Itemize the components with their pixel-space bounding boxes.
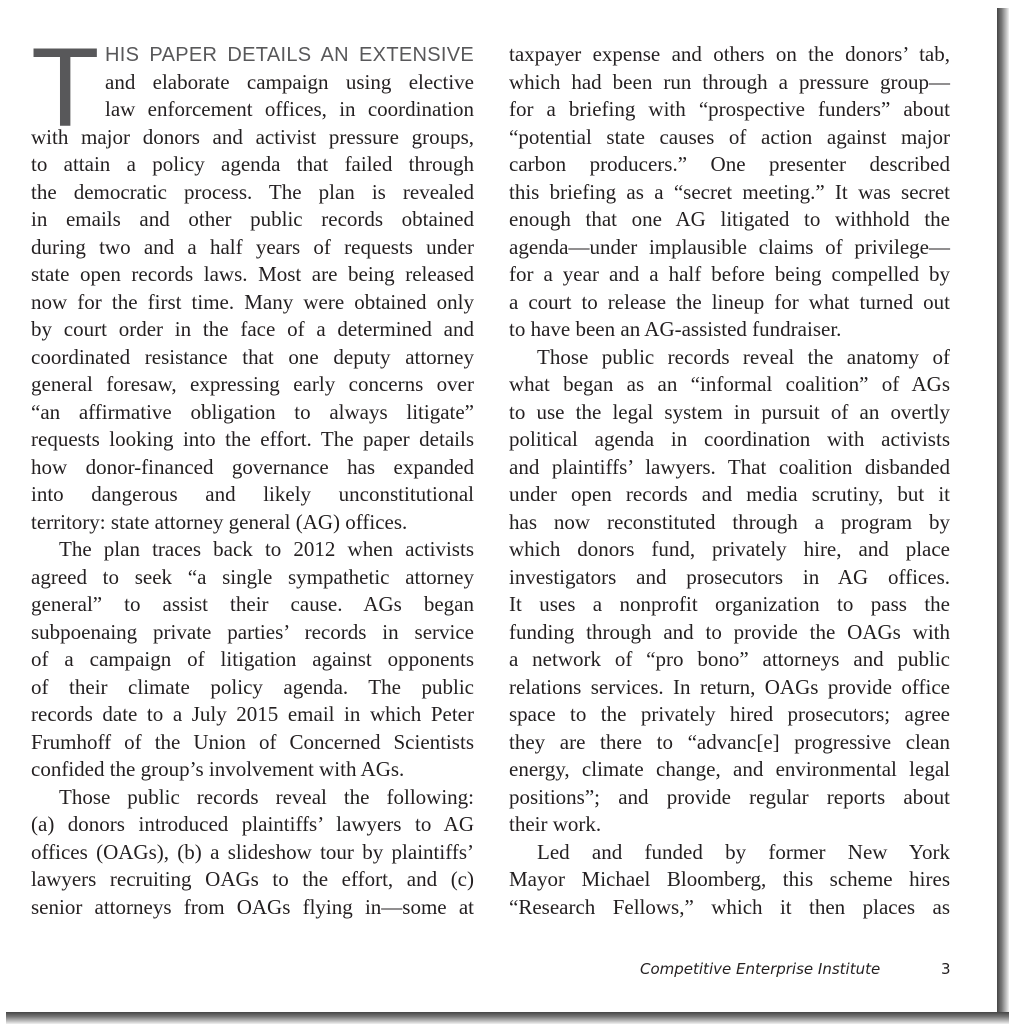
right-column bbox=[509, 41, 950, 921]
text-line: this briefing as a “secret meeting.” It was secret bbox=[509, 179, 950, 204]
text-line: enough that one AG litigated to withhold the bbox=[509, 207, 950, 231]
text-line: in emails and other public records obtained bbox=[31, 207, 474, 231]
lead-caps: HIS PAPER DETAILS AN EXTENSIVE bbox=[105, 44, 474, 66]
text-line: of their climate policy agenda. The public bbox=[31, 674, 474, 699]
page-shadow-right bbox=[997, 8, 1009, 1024]
text-line: general” to assist their cause. AGs began bbox=[31, 592, 474, 616]
text-line: their work. bbox=[509, 812, 602, 836]
text-line: space to the privately hired prosecutors; agree bbox=[509, 702, 950, 726]
text-line: under open records and media scrutiny, but it bbox=[509, 482, 950, 506]
text-line: which had been run through a pressure group— bbox=[509, 69, 950, 94]
text-line: records date to a July 2015 email in which Peter bbox=[31, 702, 474, 726]
text-line: Mayor Michael Bloomberg, this scheme hires bbox=[509, 867, 950, 891]
text-line: Those public records reveal the following: bbox=[59, 784, 474, 809]
text-line: confided the group’s involvement with AGs. bbox=[31, 757, 405, 781]
text-line: during two and a half years of requests under bbox=[31, 234, 474, 259]
text-line: of a campaign of litigation against opponents bbox=[31, 647, 474, 671]
text-line: state open records laws. Most are being released bbox=[31, 262, 474, 286]
text-line: now for the first time. Many were obtained only bbox=[31, 289, 474, 314]
text-line: (a) donors introduced plaintiffs’ lawyers to AG bbox=[31, 812, 474, 836]
text-line: Those public records reveal the anatomy of bbox=[537, 344, 950, 369]
text-line: agenda—under implausible claims of privilege— bbox=[509, 234, 950, 259]
text-line: lawyers recruiting OAGs to the effort, and (c) bbox=[31, 867, 474, 891]
text-line: has now reconstituted through a program by bbox=[509, 509, 950, 534]
text-line: Led and funded by former New York bbox=[537, 839, 950, 864]
text-line: with major donors and activist pressure groups, bbox=[31, 124, 474, 149]
text-line: they are there to “advanc[e] progressive clean bbox=[509, 729, 950, 754]
page-shadow-bottom bbox=[6, 1012, 1009, 1024]
footer-organization: Competitive Enterprise Institute bbox=[640, 960, 881, 978]
text-line: a court to release the lineup for what turned out bbox=[509, 289, 950, 314]
text-line bbox=[31, 41, 474, 69]
text-line: It uses a nonprofit organization to pass the bbox=[509, 592, 950, 616]
text-line: Frumhoff of the Union of Concerned Scientists bbox=[31, 729, 474, 754]
text-line: a network of “pro bono” attorneys and public bbox=[509, 647, 950, 671]
text-line: into dangerous and likely unconstitutional bbox=[31, 482, 474, 506]
text-line: “potential state causes of action against major bbox=[509, 124, 950, 149]
text-line: “an affirmative obligation to always litigate” bbox=[31, 399, 474, 424]
text-line: positions”; and provide regular reports about bbox=[509, 784, 950, 809]
text-line: requests looking into the effort. The paper details bbox=[31, 427, 474, 451]
drop-cap: T bbox=[31, 25, 100, 150]
text-line: and elaborate campaign using elective bbox=[105, 69, 474, 94]
text-line: what began as an “informal coalition” of AGs bbox=[509, 372, 950, 396]
text-line: taxpayer expense and others on the donors’ tab, bbox=[509, 42, 950, 66]
text-line: the democratic process. The plan is revealed bbox=[31, 179, 474, 204]
text-line: investigators and prosecutors in AG offices. bbox=[509, 564, 950, 589]
text-line: “Research Fellows,” which it then places as bbox=[509, 894, 950, 919]
text-line: law enforcement offices, in coordination bbox=[105, 97, 474, 121]
text-line: funding through and to provide the OAGs with bbox=[509, 619, 950, 644]
text-line: coordinated resistance that one deputy attorney bbox=[31, 344, 474, 369]
text-line: by court order in the face of a determined and bbox=[31, 317, 474, 341]
text-line: to attain a policy agenda that failed through bbox=[31, 152, 474, 176]
text-line: The plan traces back to 2012 when activists bbox=[59, 537, 474, 561]
text-line: for a year and a half before being compelled by bbox=[509, 262, 950, 286]
text-line: which donors fund, privately hire, and place bbox=[509, 537, 950, 561]
text-line: general foresaw, expressing early concerns over bbox=[31, 372, 474, 396]
text-line: political agenda in coordination with activists bbox=[509, 427, 950, 451]
text-line: to have been an AG-assisted fundraiser. bbox=[509, 317, 842, 341]
text-line: carbon producers.” One presenter described bbox=[509, 152, 950, 176]
text-line: for a briefing with “prospective funders” about bbox=[509, 97, 950, 121]
text-line: to use the legal system in pursuit of an overtly bbox=[509, 399, 950, 424]
text-line: subpoenaing private parties’ records in service bbox=[31, 619, 474, 644]
left-column bbox=[31, 25, 474, 921]
text-line: how donor-financed governance has expanded bbox=[31, 454, 474, 479]
text-line: offices (OAGs), (b) a slideshow tour by plaintiffs’ bbox=[31, 839, 474, 864]
text-line: energy, climate change, and environmental legal bbox=[509, 757, 950, 781]
text-line: agreed to seek “a single sympathetic attorney bbox=[31, 564, 474, 589]
text-line: territory: state attorney general (AG) offices. bbox=[31, 509, 408, 534]
text-line: relations services. In return, OAGs provide office bbox=[509, 674, 950, 699]
text-line: senior attorneys from OAGs flying in—some at bbox=[31, 894, 474, 919]
text-line: and plaintiffs’ lawyers. That coalition disbanded bbox=[509, 454, 950, 479]
page-number: 3 bbox=[941, 960, 951, 978]
